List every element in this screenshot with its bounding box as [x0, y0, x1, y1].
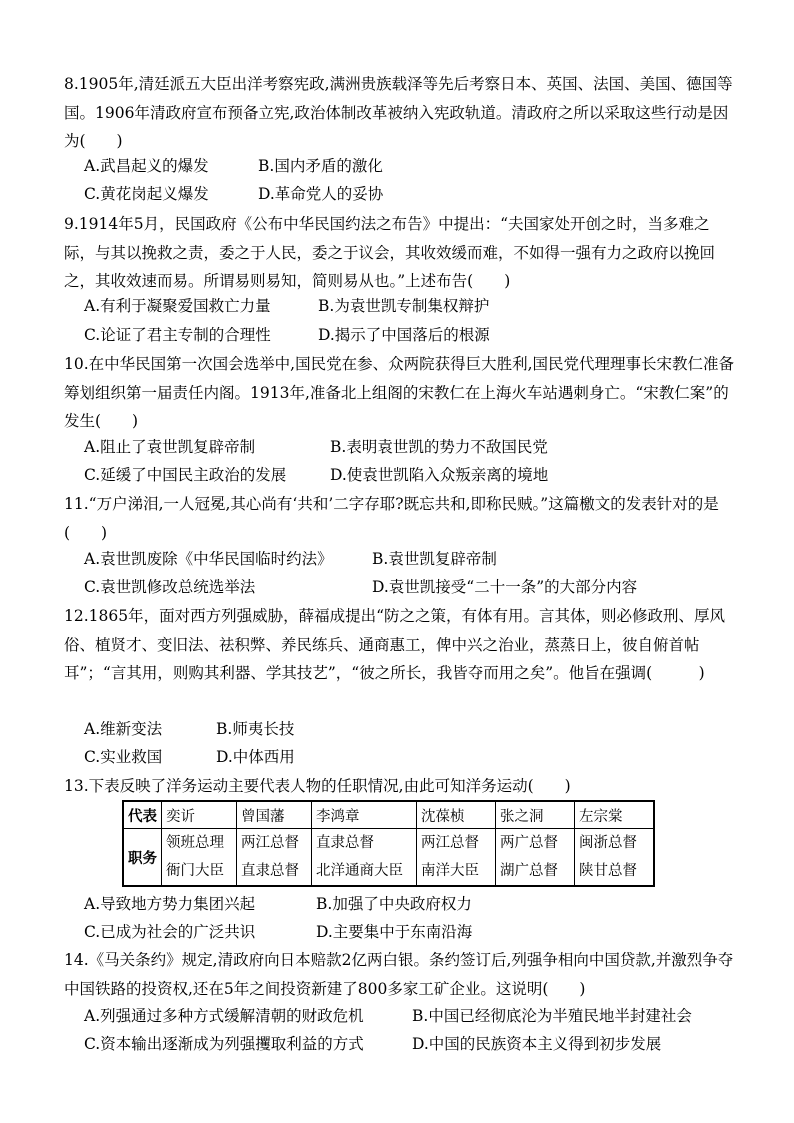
question-10-stem: 10.在中华民国第一次国会选举中,国民党在参、众两院获得巨大胜利,国民党代理理事长宋教仁准备筹划组织第一届责任内阁。1913年,准备北上组阁的宋教仁在上海火车站遇刺身亡。“宋教仁案”的发生( ) — [64, 355, 735, 430]
question-13-stem: 13.下表反映了洋务运动主要代表人物的任职情况,由此可知洋务运动( ) — [64, 777, 571, 795]
table-cell — [162, 829, 237, 887]
question-8 — [64, 70, 740, 156]
table-cell — [417, 829, 496, 887]
post-line: 直隶总督 — [241, 863, 299, 879]
post-line: 湖广总督 — [500, 863, 558, 879]
q10-option-d: D.使袁世凯陷入众叛亲离的境地 — [330, 466, 549, 484]
question-10 — [64, 350, 740, 436]
q14-option-c: C.资本输出逐渐成为列强攫取利益的方式 — [84, 1035, 364, 1053]
post-line: 直隶总督 — [316, 835, 374, 851]
question-11-stem: 11.“万户涕泪,一人冠冕,其心尚有‘共和’二字存耶?既忘共和,即称民贼。”这篇檄文的发表针对的是( ) — [64, 495, 719, 542]
question-14 — [64, 946, 740, 1003]
table-cell: 左宗棠 — [575, 801, 655, 829]
table-cell: 奕䜣 — [162, 801, 237, 829]
q13-option-b: B.加强了中央政府权力 — [316, 895, 472, 913]
table-cell: 张之洞 — [496, 801, 575, 829]
q12-option-b: B.师夷长技 — [216, 720, 295, 738]
q11-option-b: B.袁世凯复辟帝制 — [372, 550, 497, 568]
post-line: 闽浙总督 — [579, 835, 637, 851]
q14-option-a: A.列强通过多种方式缓解清朝的财政危机 — [84, 1007, 364, 1025]
q10-option-b: B.表明袁世凯的势力不敌国民党 — [330, 438, 548, 456]
post-line: 两江总督 — [421, 835, 479, 851]
official-posts-table — [122, 800, 655, 887]
table-row — [123, 801, 654, 829]
q13-option-c: C.已成为社会的广泛共识 — [84, 923, 256, 941]
table-cell: 李鸿章 — [312, 801, 417, 829]
q12-option-a: A.维新变法 — [84, 720, 163, 738]
post-line: 两广总督 — [500, 835, 558, 851]
q9-option-c: C.论证了君主专制的合理性 — [84, 326, 271, 344]
question-11 — [64, 490, 740, 547]
q9-option-b: B.为袁世凯专制集权辩护 — [318, 297, 490, 315]
question-9 — [64, 210, 740, 296]
post-line: 陕甘总督 — [579, 863, 637, 879]
table-cell — [496, 829, 575, 887]
row-label-representative: 代表 — [123, 801, 162, 829]
post-line: 北洋通商大臣 — [316, 863, 403, 879]
post-line: 衙门大臣 — [166, 863, 224, 879]
post-line: 两江总督 — [241, 835, 299, 851]
q11-option-c: C.袁世凯修改总统选举法 — [84, 578, 256, 596]
question-9-stem: 9.1914年5月，民国政府《公布中华民国约法之布告》中提出：“夫国家处开创之时，当多难之际，与其以挽救之责，委之于人民，委之于议会，其收效缓而难，不如得一强有力之政府以挽回之，其收效速而易。所谓易则易知，简则易从也。”上述布告( ) — [64, 215, 716, 290]
question-13 — [64, 772, 740, 801]
q14-option-b: B.中国已经彻底沦为半殖民地半封建社会 — [412, 1007, 692, 1025]
q10-option-c: C.延缓了中国民主政治的发展 — [84, 466, 287, 484]
question-12 — [64, 602, 740, 688]
table-cell — [312, 829, 417, 887]
q10-option-a: A.阻止了袁世凯复辟帝制 — [84, 438, 256, 456]
q8-option-c: C.黄花岗起义爆发 — [84, 185, 209, 203]
q8-option-d: D.革命党人的妥协 — [258, 185, 384, 203]
q12-option-c: C.实业救国 — [84, 748, 163, 766]
q13-option-a: A.导致地方势力集团兴起 — [84, 895, 256, 913]
table-row — [123, 829, 654, 887]
q14-option-d: D.中国的民族资本主义得到初步发展 — [412, 1035, 662, 1053]
table-cell: 沈葆桢 — [417, 801, 496, 829]
q11-option-d: D.袁世凯接受“二十一条”的大部分内容 — [372, 578, 638, 596]
row-label-post: 职务 — [123, 829, 162, 887]
q11-option-a: A.袁世凯废除《中华民国临时约法》 — [84, 550, 333, 568]
question-14-stem: 14.《马关条约》规定,清政府向日本赔款2亿两白银。条约签订后,列强争相向中国贷款,并激烈争夺中国铁路的投资权,还在5年之间投资新建了800多家工矿企业。这说明( ) — [64, 951, 734, 998]
question-12-stem: 12.1865年，面对西方列强威胁，薛福成提出“防之之策，有体有用。言其体，则必修政刑、厚风俗、植贤才、变旧法、祛积弊、养民练兵、通商惠工，俾中兴之治业，蒸蒸日上，彼自俯首帖耳”；“言其用，则购其利器、学其技艺”，“彼之所长，我皆夺而用之矣”。他旨在强调( ) — [64, 607, 726, 682]
table-cell — [575, 829, 655, 887]
q8-option-a: A.武昌起义的爆发 — [84, 157, 209, 175]
table-cell: 曾国藩 — [237, 801, 312, 829]
q12-option-d: D.中体西用 — [216, 748, 295, 766]
q9-option-a: A.有利于凝聚爱国救亡力量 — [84, 297, 271, 315]
q9-option-d: D.揭示了中国落后的根源 — [318, 326, 490, 344]
table-cell — [237, 829, 312, 887]
post-line: 南洋大臣 — [421, 863, 479, 879]
question-8-stem: 8.1905年,清廷派五大臣出洋考察宪政,满洲贵族载泽等先后考察日本、英国、法国、美国、德国等国。1906年清政府宣布预备立宪,政治体制改革被纳入宪政轨道。清政府之所以采取这些行动是因为( ) — [64, 75, 733, 150]
q13-option-d: D.主要集中于东南沿海 — [316, 923, 473, 941]
q8-option-b: B.国内矛盾的激化 — [258, 157, 383, 175]
post-line: 领班总理 — [166, 835, 224, 851]
